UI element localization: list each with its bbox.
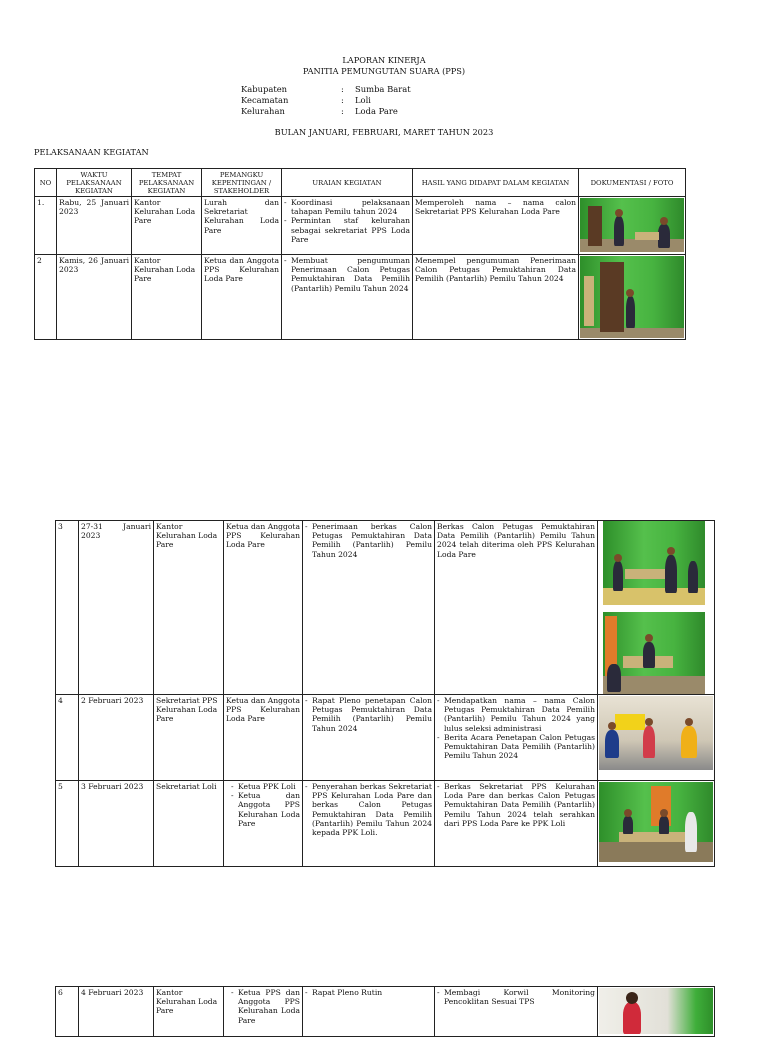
activity-table-3 — [55, 986, 715, 1037]
row-uraian — [303, 695, 435, 781]
activity-table-1 — [34, 168, 686, 340]
row-pemangku: Lurah dan Sekretariat Kelurahan Loda Pare — [202, 197, 282, 255]
row-no: 3 — [56, 521, 79, 695]
row-waktu: 4 Februari 2023 — [79, 987, 154, 1037]
kelurahan-label: Kelurahan — [241, 106, 285, 116]
documentation-photo — [599, 696, 713, 770]
section-heading: PELAKSANAAN KEGIATAN — [34, 147, 149, 157]
row-tempat: Kantor Kelurahan Loda Pare — [154, 987, 224, 1037]
documentation-photo — [580, 198, 684, 252]
row-tempat: Sekretariat PPS Kelurahan Loda Pare — [154, 695, 224, 781]
row-waktu: 2 Februari 2023 — [79, 695, 154, 781]
row-no: 5 — [56, 781, 79, 867]
row-uraian — [282, 255, 413, 340]
activity-table-2 — [55, 520, 715, 867]
row-tempat: Kantor Kelurahan Loda Pare — [132, 255, 202, 340]
col-uraian: URAIAN KEGIATAN — [282, 169, 413, 197]
list-item: - Rapat Pleno penetapan Calon Petugas Pemuktahiran Data Pemilih (Pantarlih) Pemilu Tahun 2024 — [312, 696, 432, 733]
row-pemangku: Ketua dan Anggota PPS Kelurahan Loda Pare — [224, 521, 303, 695]
table-row — [56, 987, 715, 1037]
documentation-photo — [580, 256, 684, 338]
row-waktu: 27-31 Januari 2023 — [79, 521, 154, 695]
row-no: 6 — [56, 987, 79, 1037]
row-pemangku — [224, 781, 303, 867]
row-dokumentasi — [579, 197, 686, 255]
row-pemangku: Ketua dan Anggota PPS Kelurahan Loda Pare — [202, 255, 282, 340]
row-waktu: 3 Februari 2023 — [79, 781, 154, 867]
documentation-photo — [603, 612, 705, 694]
row-hasil: Menempel pengumuman Penerimaan Calon Petugas Pemuktahiran Data Pemilih (Pantarlih) Pemilu Tahun 2024 — [413, 255, 579, 340]
table-row — [56, 521, 715, 695]
report-title: LAPORAN KINERJA — [342, 55, 426, 65]
col-no: NO — [35, 169, 57, 197]
row-no: 2 — [35, 255, 57, 340]
row-dokumentasi — [598, 781, 715, 867]
list-item: - Ketua PPS dan Anggota PPS Kelurahan Loda Pare — [238, 988, 300, 1025]
col-hasil: HASIL YANG DIDAPAT DALAM KEGIATAN — [413, 169, 579, 197]
list-item: - Membuat pengumuman Penerimaan Calon Petugas Pemuktahiran Data Pemilih (Pantarlih) Pemilu Tahun 2024 — [291, 256, 410, 293]
row-tempat: Kantor Kelurahan Loda Pare — [132, 197, 202, 255]
list-item: - Berita Acara Penetapan Calon Petugas Pemuktahiran Data Pemilih (Pantarlih) Pemilu Tahun 2024 — [444, 733, 595, 761]
row-uraian — [303, 521, 435, 695]
col-waktu: WAKTU PELAKSANAAN KEGIATAN — [57, 169, 132, 197]
row-waktu: Rabu, 25 Januari 2023 — [57, 197, 132, 255]
location-info — [241, 84, 411, 117]
table-row — [35, 197, 686, 255]
col-dokumentasi: DOKUMENTASI / FOTO — [579, 169, 686, 197]
table-row — [35, 255, 686, 340]
list-item: - Koordinasi pelaksanaan tahapan Pemilu tahun 2024 — [291, 198, 410, 216]
list-item: - Rapat Pleno Rutin — [312, 988, 432, 997]
row-hasil: Berkas Calon Petugas Pemuktahiran Data Pemilih (Pantarlih) Pemilu Tahun 2024 telah diterima oleh PPS Kelurahan Loda Pare — [435, 521, 598, 695]
row-uraian — [303, 781, 435, 867]
row-hasil — [435, 695, 598, 781]
row-tempat: Kantor Kelurahan Loda Pare — [154, 521, 224, 695]
list-item: - Permintan staf kelurahan sebagai sekretariat PPS Loda Pare — [291, 216, 410, 244]
table-row — [56, 695, 715, 781]
colon: : — [341, 95, 344, 105]
row-dokumentasi — [598, 987, 715, 1037]
kecamatan-label: Kecamatan — [241, 95, 289, 105]
row-dokumentasi — [579, 255, 686, 340]
row-uraian — [282, 197, 413, 255]
kabupaten-value: Sumba Barat — [355, 84, 411, 94]
row-tempat: Sekretariat Loli — [154, 781, 224, 867]
row-hasil — [435, 987, 598, 1037]
table-row — [56, 781, 715, 867]
documentation-photo — [599, 782, 713, 862]
colon: : — [341, 84, 344, 94]
row-no: 1. — [35, 197, 57, 255]
row-pemangku — [224, 987, 303, 1037]
list-item: - Ketua PPK Loli — [238, 782, 300, 791]
colon: : — [341, 106, 344, 116]
list-item: - Penyerahan berkas Sekretariat PPS Kelurahan Loda Pare dan berkas Calon Petugas Pemuktahiran Data Pemilih (Pantarlih) Pemilu Tahun 2024 kepada PPK Loli. — [312, 782, 432, 837]
row-no: 4 — [56, 695, 79, 781]
list-item: - Ketua dan Anggota PPS Kelurahan Loda Pare — [238, 791, 300, 828]
row-dokumentasi — [598, 521, 715, 695]
list-item: - Penerimaan berkas Calon Petugas Pemuktahiran Data Pemilih (Pantarlih) Pemilu Tahun 2024 — [312, 522, 432, 559]
documentation-photo — [599, 988, 713, 1034]
kecamatan-value: Loli — [355, 95, 371, 105]
documentation-photo — [603, 521, 705, 605]
col-pemangku: PEMANGKU KEPENTINGAN / STAKEHOLDER — [202, 169, 282, 197]
row-hasil: Memperoleh nama – nama calon Sekretariat PPS Kelurahan Loda Pare — [413, 197, 579, 255]
list-item: - Membagi Korwil Monitoring Pencoklitan Sesuai TPS — [444, 988, 595, 1006]
list-item: - Mendapatkan nama – nama Calon Petugas Pemuktahiran Data Pemilih (Pantarlih) Pemilu Tahun 2024 yang lulus seleksi administrasi — [444, 696, 595, 733]
report-period: BULAN JANUARI, FEBRUARI, MARET TAHUN 2023 — [274, 127, 494, 137]
row-pemangku: Ketua dan Anggota PPS Kelurahan Loda Pare — [224, 695, 303, 781]
row-waktu: Kamis, 26 Januari 2023 — [57, 255, 132, 340]
col-tempat: TEMPAT PELAKSANAAN KEGIATAN — [132, 169, 202, 197]
row-dokumentasi — [598, 695, 715, 781]
row-uraian — [303, 987, 435, 1037]
row-hasil — [435, 781, 598, 867]
report-subtitle: PANITIA PEMUNGUTAN SUARA (PPS) — [302, 66, 466, 76]
list-item: - Berkas Sekretariat PPS Kelurahan Loda Pare dan berkas Calon Petugas Pemuktahiran Data Pemilih (Pantarlih) Pemilu Tahun 2024 telah serahkan dari PPS Loda Pare ke PPK Loli — [444, 782, 595, 828]
kelurahan-value: Loda Pare — [355, 106, 398, 116]
kabupaten-label: Kabupaten — [241, 84, 288, 94]
